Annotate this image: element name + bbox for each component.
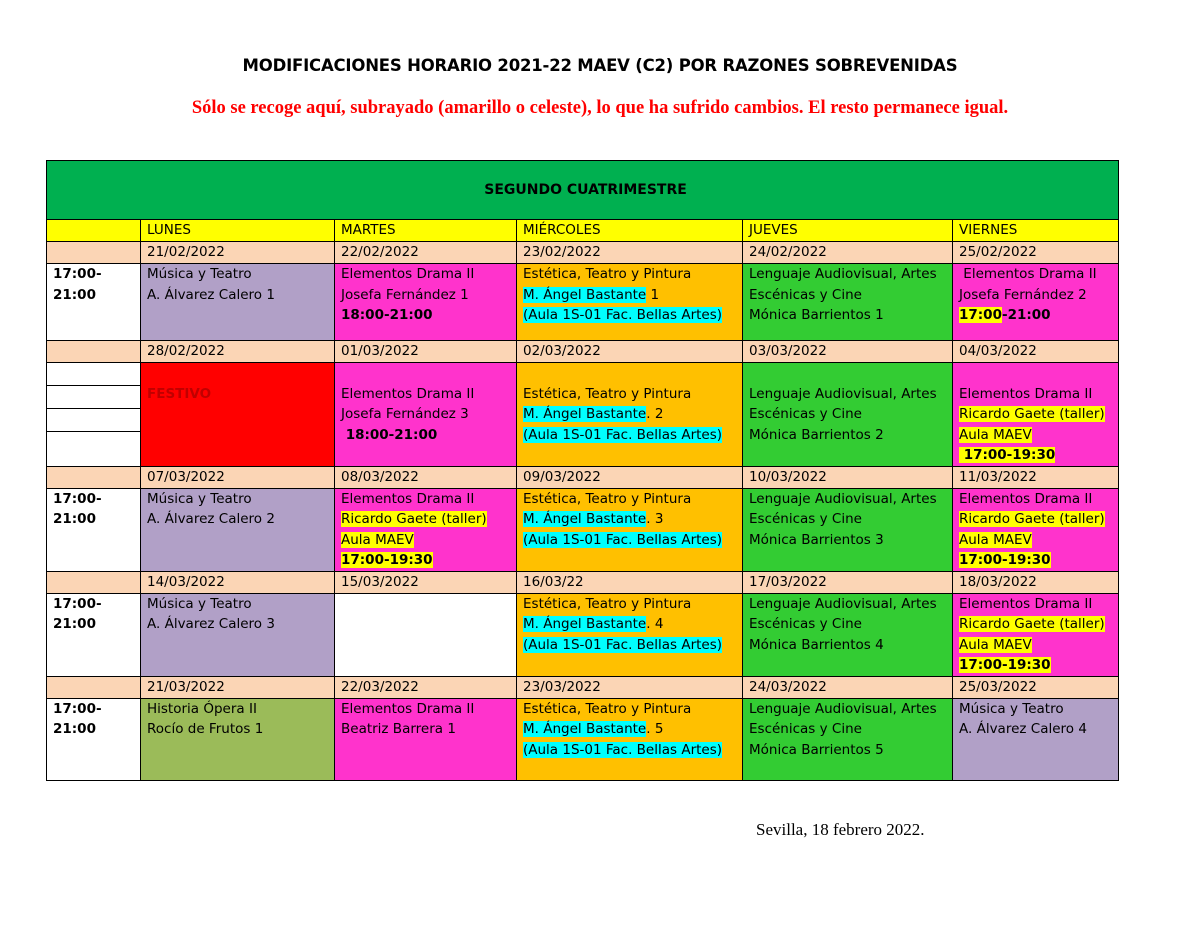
date-row: [47, 571, 1119, 593]
session-cell: Música y Teatro A. Álvarez Calero 3: [141, 593, 335, 676]
date-cell: 01/03/2022: [335, 341, 517, 363]
empty-cell: [47, 676, 141, 698]
date-cell: 07/03/2022: [141, 466, 335, 488]
empty-cell: [47, 341, 141, 363]
day-wednesday: MIÉRCOLES: [517, 220, 743, 242]
date-cell: 21/02/2022: [141, 242, 335, 264]
session-cell: Elementos Drama II Josefa Fernández 3 18:00-21:00: [335, 363, 517, 467]
session-cell: Estética, Teatro y Pintura M. Ángel Bastante. 5 (Aula 1S-01 Fac. Bellas Artes): [517, 698, 743, 780]
session-cell: Elementos Drama II Josefa Fernández 2 17:00-21:00: [953, 264, 1119, 341]
date-cell: 28/02/2022: [141, 341, 335, 363]
session-cell: Estética, Teatro y Pintura M. Ángel Bastante 1 (Aula 1S-01 Fac. Bellas Artes): [517, 264, 743, 341]
days-row: [47, 220, 1119, 242]
session-cell: Estética, Teatro y Pintura M. Ángel Bastante. 2 (Aula 1S-01 Fac. Bellas Artes): [517, 363, 743, 467]
date-row: [47, 676, 1119, 698]
date-cell: 24/03/2022: [743, 676, 953, 698]
session-cell: Elementos Drama II Ricardo Gaete (taller) Aula MAEV 17:00-19:30: [953, 363, 1119, 467]
date-cell: 23/02/2022: [517, 242, 743, 264]
empty-cell: [47, 571, 141, 593]
session-row: [47, 264, 1119, 341]
session-row: [47, 593, 1119, 676]
date-cell: 22/03/2022: [335, 676, 517, 698]
date-cell: 15/03/2022: [335, 571, 517, 593]
day-thursday: JUEVES: [743, 220, 953, 242]
date-cell: 22/02/2022: [335, 242, 517, 264]
day-tuesday: MARTES: [335, 220, 517, 242]
session-cell: Música y Teatro A. Álvarez Calero 4: [953, 698, 1119, 780]
day-friday: VIERNES: [953, 220, 1119, 242]
session-row: [47, 488, 1119, 571]
session-cell: Lenguaje Audiovisual, Artes Escénicas y Cine Mónica Barrientos 3: [743, 488, 953, 571]
session-cell: Elementos Drama II Beatriz Barrera 1: [335, 698, 517, 780]
time-cell: 17:00- 21:00: [47, 264, 141, 341]
time-cell: [47, 363, 141, 467]
date-cell: 14/03/2022: [141, 571, 335, 593]
date-cell: 24/02/2022: [743, 242, 953, 264]
date-cell: 17/03/2022: [743, 571, 953, 593]
session-cell: Lenguaje Audiovisual, Artes Escénicas y Cine Mónica Barrientos 1: [743, 264, 953, 341]
table-header: SEGUNDO CUATRIMESTRE: [47, 161, 1119, 220]
document-subtitle: Sólo se recoge aquí, subrayado (amarillo o celeste), lo que ha sufrido cambios. El resto permanece igual.: [191, 98, 1009, 118]
date-cell: 11/03/2022: [953, 466, 1119, 488]
date-cell: 25/02/2022: [953, 242, 1119, 264]
date-cell: 18/03/2022: [953, 571, 1119, 593]
date-cell: 25/03/2022: [953, 676, 1119, 698]
session-cell: [141, 363, 335, 467]
date-cell: 21/03/2022: [141, 676, 335, 698]
schedule-table: [46, 160, 1118, 781]
session-cell: Música y Teatro A. Álvarez Calero 1: [141, 264, 335, 341]
session-cell-empty: [335, 593, 517, 676]
session-cell: Elementos Drama II Ricardo Gaete (taller) Aula MAEV 17:00-19:30: [953, 593, 1119, 676]
session-cell: Lenguaje Audiovisual, Artes Escénicas y Cine Mónica Barrientos 5: [743, 698, 953, 780]
session-cell: Lenguaje Audiovisual, Artes Escénicas y Cine Mónica Barrientos 2: [743, 363, 953, 467]
session-cell: Estética, Teatro y Pintura M. Ángel Bastante. 4 (Aula 1S-01 Fac. Bellas Artes): [517, 593, 743, 676]
document-title: MODIFICACIONES HORARIO 2021-22 MAEV (C2) POR RAZONES SOBREVENIDAS: [242, 56, 958, 75]
date-row: [47, 466, 1119, 488]
date-cell: 09/03/2022: [517, 466, 743, 488]
date-row: [47, 242, 1119, 264]
time-cell: 17:00- 21:00: [47, 698, 141, 780]
session-row: [47, 698, 1119, 780]
session-row: [47, 363, 1119, 467]
time-cell: 17:00- 21:00: [47, 488, 141, 571]
session-cell: Elementos Drama II Ricardo Gaete (taller) Aula MAEV 17:00-19:30: [335, 488, 517, 571]
session-cell: Historia Ópera II Rocío de Frutos 1: [141, 698, 335, 780]
date-cell: 10/03/2022: [743, 466, 953, 488]
empty-cell: [47, 242, 141, 264]
date-cell: 04/03/2022: [953, 341, 1119, 363]
date-row: [47, 341, 1119, 363]
holiday-label: FESTIVO: [147, 385, 212, 402]
day-monday: LUNES: [141, 220, 335, 242]
session-cell: Lenguaje Audiovisual, Artes Escénicas y Cine Mónica Barrientos 4: [743, 593, 953, 676]
signature-date: Sevilla, 18 febrero 2022.: [756, 820, 925, 839]
empty-cell: [47, 466, 141, 488]
empty-cell: [47, 220, 141, 242]
time-cell: 17:00- 21:00: [47, 593, 141, 676]
session-cell: Música y Teatro A. Álvarez Calero 2: [141, 488, 335, 571]
date-cell: 08/03/2022: [335, 466, 517, 488]
date-cell: 02/03/2022: [517, 341, 743, 363]
session-cell: Elementos Drama II Ricardo Gaete (taller) Aula MAEV 17:00-19:30: [953, 488, 1119, 571]
date-cell: 23/03/2022: [517, 676, 743, 698]
date-cell: 03/03/2022: [743, 341, 953, 363]
date-cell: 16/03/22: [517, 571, 743, 593]
session-cell: Elementos Drama II Josefa Fernández 1 18:00-21:00: [335, 264, 517, 341]
session-cell: Estética, Teatro y Pintura M. Ángel Bastante. 3 (Aula 1S-01 Fac. Bellas Artes): [517, 488, 743, 571]
